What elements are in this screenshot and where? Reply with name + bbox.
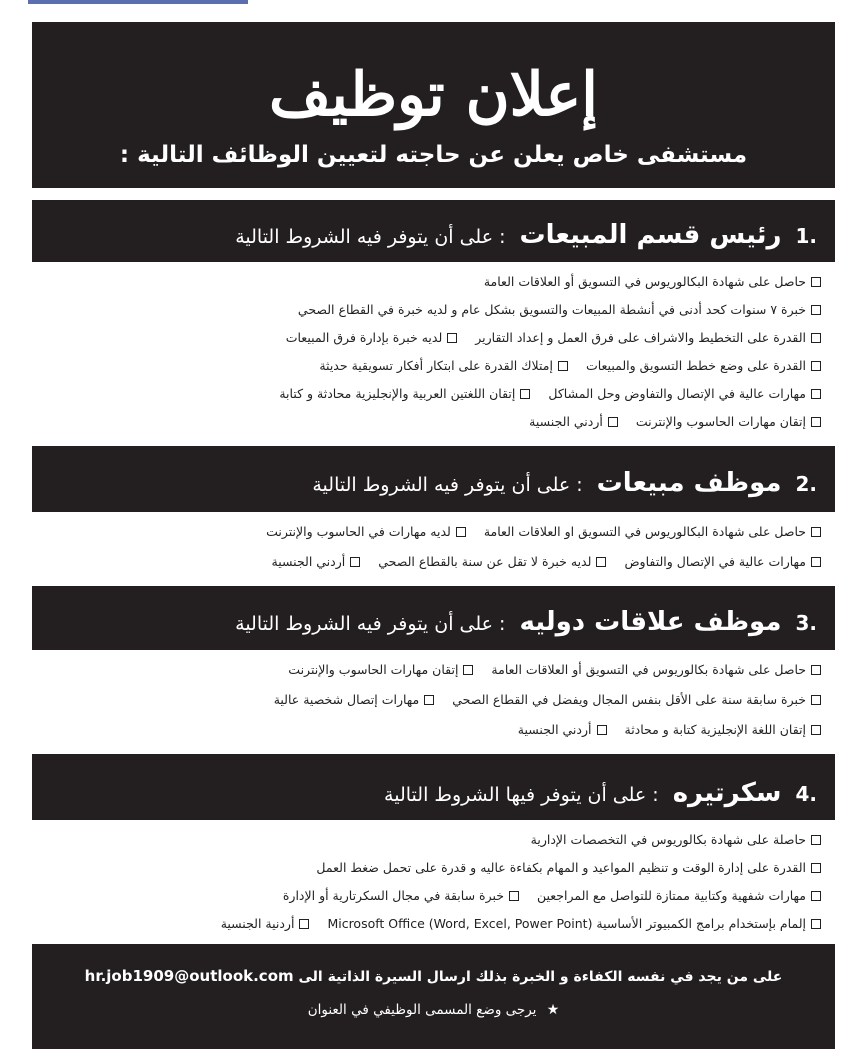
requirement-text: حاصل على شهادة بكالوريوس في التسويق أو العلاقات العامة bbox=[491, 662, 806, 677]
requirement-item bbox=[327, 914, 821, 934]
section-heading bbox=[50, 607, 817, 637]
requirement-line bbox=[42, 830, 821, 850]
checkbox-icon bbox=[597, 725, 607, 735]
requirement-item bbox=[475, 328, 821, 348]
requirement-text: حاصل على شهادة البكالوريوس في التسويق او العلاقات العامة bbox=[483, 524, 806, 539]
requirement-text: لديه خبرة بإدارة فرق المبيعات bbox=[285, 330, 443, 345]
section-number: .2 bbox=[795, 472, 817, 496]
checkbox-icon bbox=[811, 863, 821, 873]
checkbox-icon bbox=[299, 919, 309, 929]
top-accent-line bbox=[28, 0, 248, 4]
requirement-text: خبرة سابقة في مجال السكرتارية أو الإدارة bbox=[282, 888, 504, 903]
requirement-item bbox=[279, 384, 530, 404]
checkbox-icon bbox=[811, 725, 821, 735]
requirement-item bbox=[636, 412, 821, 432]
divider-band bbox=[32, 188, 835, 200]
requirement-item bbox=[378, 552, 606, 572]
requirement-line bbox=[42, 552, 821, 572]
checkbox-icon bbox=[520, 389, 530, 399]
star-icon: ★ bbox=[546, 1002, 560, 1018]
requirement-item bbox=[272, 552, 361, 572]
requirement-item bbox=[288, 660, 473, 680]
requirement-line bbox=[42, 914, 821, 934]
apply-text: على من يجد في نفسه الكفاءة و الخبرة بذلك ارسال السيرة الذاتية الى bbox=[298, 969, 783, 985]
requirement-item bbox=[537, 886, 821, 906]
requirement-text: خبرة ٧ سنوات كحد أدنى في أنشطة المبيعات والتسويق بشكل عام و لديه خبرة في القطاع الصحي bbox=[297, 302, 806, 317]
checkbox-icon bbox=[811, 695, 821, 705]
checkbox-icon bbox=[811, 305, 821, 315]
checkbox-icon bbox=[811, 277, 821, 287]
requirement-text: إتقان اللغتين العربية والإنجليزية محادثة و كتابة bbox=[279, 386, 516, 401]
checkbox-icon bbox=[811, 389, 821, 399]
requirement-line bbox=[42, 300, 821, 320]
requirement-text: مهارات عالية في الإتصال والتفاوض وحل المشاكل bbox=[548, 386, 806, 401]
section-condition: : على أن يتوفر فيه الشروط التالية bbox=[235, 613, 506, 635]
section-heading bbox=[50, 778, 817, 808]
checkbox-icon bbox=[811, 361, 821, 371]
requirement-text: خبرة سابقة سنة على الأقل بنفس المجال ويفضل في القطاع الصحي bbox=[452, 692, 806, 707]
checkbox-icon bbox=[811, 919, 821, 929]
requirement-item bbox=[586, 356, 821, 376]
requirement-text: إمتلاك القدرة على ابتكار أفكار تسويقية حديثة bbox=[319, 358, 553, 373]
requirement-text: حاصلة على شهادة بكالوريوس في التخصصات الإدارية bbox=[530, 832, 806, 847]
requirements-box bbox=[32, 262, 835, 446]
checkbox-icon bbox=[811, 891, 821, 901]
requirements-box bbox=[32, 820, 835, 944]
section-heading bbox=[50, 220, 817, 250]
requirement-line bbox=[42, 886, 821, 906]
requirement-text: القدرة على وضع خطط التسويق والمبيعات bbox=[585, 358, 806, 373]
requirement-item bbox=[518, 720, 607, 740]
requirement-item bbox=[624, 552, 821, 572]
requirement-item bbox=[529, 412, 618, 432]
requirement-item bbox=[286, 328, 458, 348]
requirement-item bbox=[283, 886, 519, 906]
subject-note bbox=[32, 1002, 835, 1018]
requirement-item bbox=[319, 356, 568, 376]
requirement-line bbox=[42, 328, 821, 348]
checkbox-icon bbox=[811, 665, 821, 675]
job-title: موظف مبيعات bbox=[596, 468, 782, 498]
requirement-text: مهارات عالية في الإتصال والتفاوض bbox=[624, 554, 806, 569]
requirement-text: حاصل على شهادة البكالوريوس في التسويق أو العلاقات العامة bbox=[483, 274, 806, 289]
section-heading bbox=[50, 468, 817, 498]
job-advertisement bbox=[32, 22, 835, 1049]
requirement-text: إتقان مهارات الحاسوب والإنترنت bbox=[288, 662, 459, 677]
ad-title: إعلان توظيف bbox=[269, 60, 598, 130]
checkbox-icon bbox=[447, 333, 457, 343]
section-condition: : على أن يتوفر فيه الشروط التالية bbox=[312, 474, 583, 496]
requirement-line bbox=[42, 720, 821, 740]
checkbox-icon bbox=[509, 891, 519, 901]
requirement-text: لديه مهارات في الحاسوب والإنترنت bbox=[266, 524, 451, 539]
requirement-item bbox=[548, 384, 821, 404]
checkbox-icon bbox=[456, 527, 466, 537]
requirement-text: مهارات شفهية وكتابية ممتازة للتواصل مع المراجعين bbox=[536, 888, 806, 903]
requirement-text: أردنية الجنسية bbox=[220, 916, 295, 931]
requirement-text: القدرة على التخطيط والاشراف على فرق العمل و إعداد التقارير bbox=[475, 330, 806, 345]
section-number: .1 bbox=[795, 224, 817, 248]
checkbox-icon bbox=[463, 665, 473, 675]
requirements-box bbox=[32, 512, 835, 586]
requirement-item bbox=[452, 690, 821, 710]
requirement-text: أردني الجنسية bbox=[271, 554, 346, 569]
checkbox-icon bbox=[811, 417, 821, 427]
section-number: .3 bbox=[795, 611, 817, 635]
contact-email[interactable]: hr.job1909@outlook.com bbox=[84, 967, 294, 985]
requirement-text: أردني الجنسية bbox=[529, 414, 603, 429]
note-text: يرجى وضع المسمى الوظيفي في العنوان bbox=[307, 1002, 537, 1018]
ad-subtitle: مستشفى خاص يعلن عن حاجته لتعيين الوظائف التالية : bbox=[119, 142, 748, 168]
apply-instructions bbox=[32, 967, 835, 985]
requirement-line bbox=[42, 690, 821, 710]
checkbox-icon bbox=[811, 557, 821, 567]
requirement-item bbox=[266, 522, 466, 542]
requirement-item bbox=[491, 660, 821, 680]
requirement-line bbox=[42, 660, 821, 680]
requirement-item bbox=[274, 690, 435, 710]
requirement-line bbox=[42, 412, 821, 432]
requirement-item bbox=[484, 272, 821, 292]
requirement-text: أردني الجنسية bbox=[517, 722, 592, 737]
requirement-line bbox=[42, 272, 821, 292]
requirement-item bbox=[298, 300, 821, 320]
checkbox-icon bbox=[596, 557, 606, 567]
requirement-text: القدرة على إدارة الوقت و تنظيم المواعيد و المهام بكفاءة عاليه و قدرة على تحمل ضغط العمل bbox=[316, 860, 806, 875]
checkbox-icon bbox=[608, 417, 618, 427]
requirement-text: إتقان اللغة الإنجليزية كتابة و محادثة bbox=[624, 722, 806, 737]
section-condition: : على أن يتوفر فيها الشروط التالية bbox=[384, 784, 659, 806]
requirement-text: إتقان مهارات الحاسوب والإنترنت bbox=[635, 414, 806, 429]
requirement-text: لديه خبرة لا تقل عن سنة بالقطاع الصحي bbox=[378, 554, 592, 569]
requirement-line bbox=[42, 522, 821, 542]
requirement-item bbox=[625, 720, 822, 740]
section-number: .4 bbox=[795, 782, 817, 806]
requirement-line bbox=[42, 858, 821, 878]
job-title: موظف علاقات دوليه bbox=[519, 607, 782, 637]
checkbox-icon bbox=[811, 527, 821, 537]
checkbox-icon bbox=[424, 695, 434, 705]
requirement-text: إلمام بإستخدام برامج الكمبيوتر الأساسية (Microsoft Office (Word, Excel, Power Point bbox=[327, 916, 806, 931]
requirement-item bbox=[221, 914, 310, 934]
requirement-item bbox=[531, 830, 821, 850]
requirement-line bbox=[42, 384, 821, 404]
checkbox-icon bbox=[811, 835, 821, 845]
requirement-line bbox=[42, 356, 821, 376]
section-condition: : على أن يتوفر فيه الشروط التالية bbox=[235, 226, 506, 248]
requirement-item bbox=[484, 522, 821, 542]
checkbox-icon bbox=[558, 361, 568, 371]
requirement-item bbox=[316, 858, 821, 878]
checkbox-icon bbox=[350, 557, 360, 567]
job-title: سكرتيره bbox=[672, 778, 782, 808]
checkbox-icon bbox=[811, 333, 821, 343]
requirements-box bbox=[32, 650, 835, 754]
requirement-text: مهارات إتصال شخصية عالية bbox=[273, 692, 420, 707]
job-title: رئيس قسم المبيعات bbox=[519, 220, 782, 250]
